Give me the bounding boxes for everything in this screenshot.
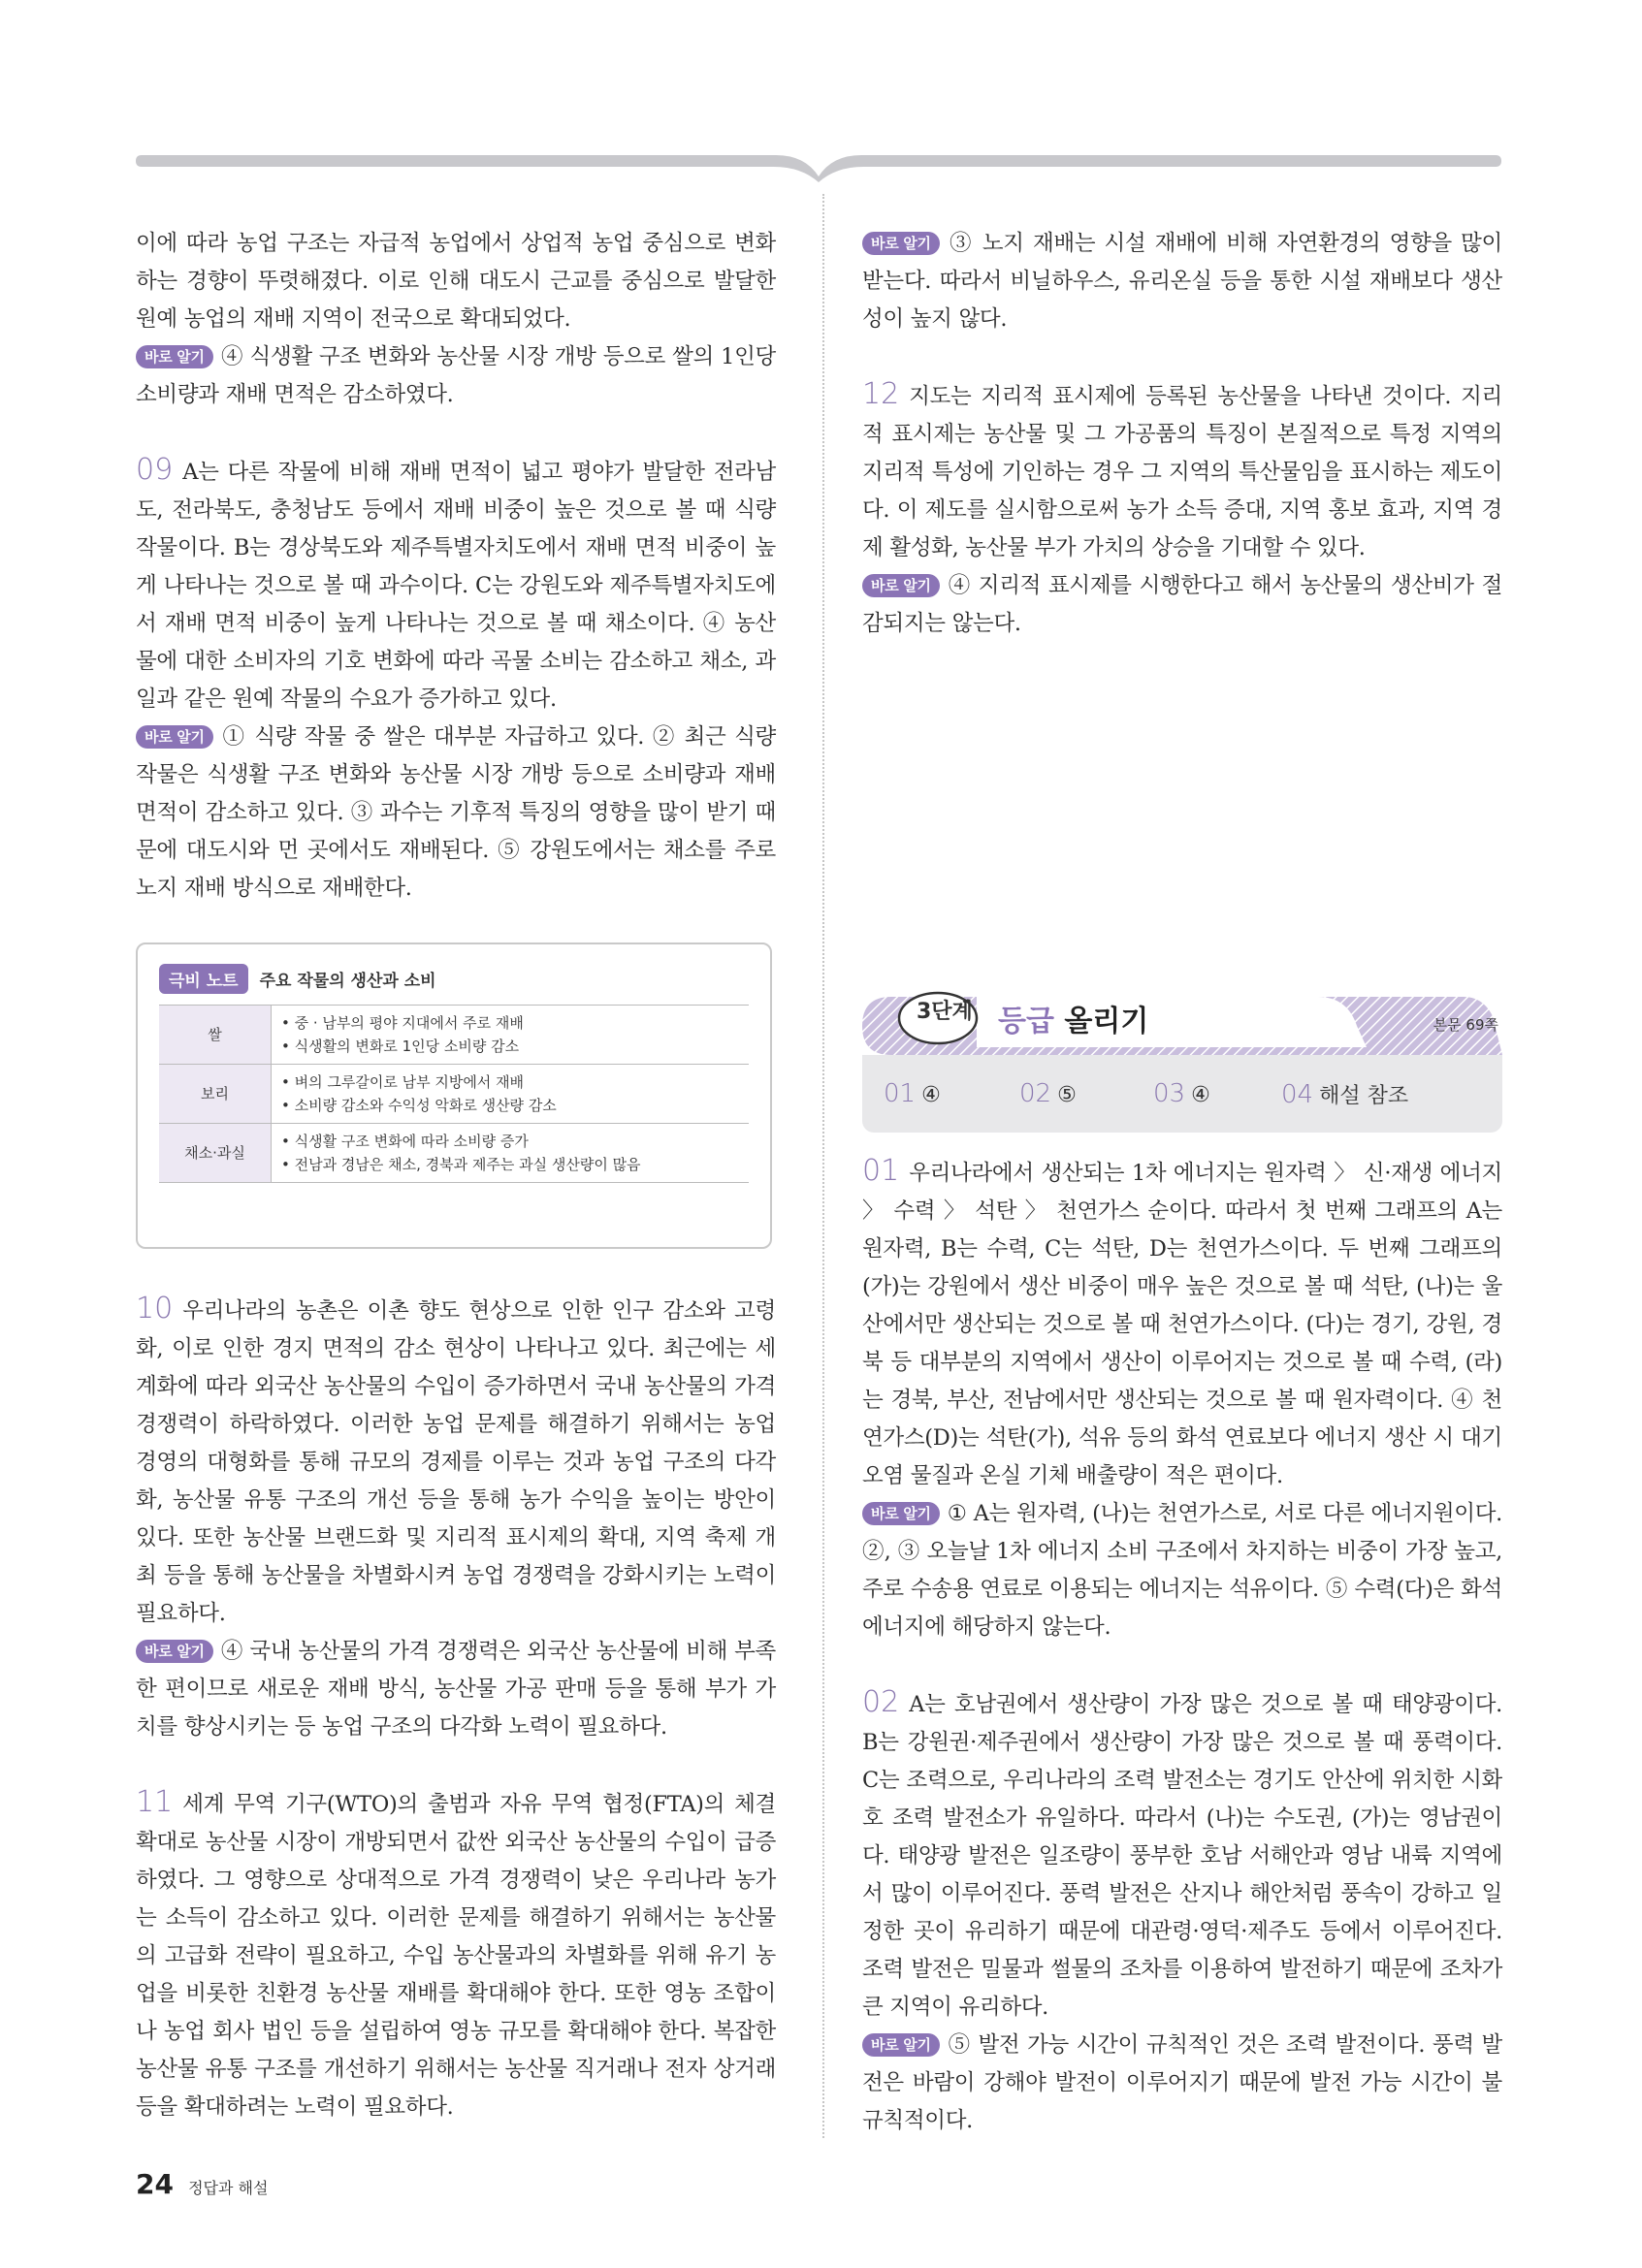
left-column [136, 225, 776, 908]
intro-check [136, 338, 776, 414]
detail-item: • 벼의 그루갈이로 남부 지방에서 재배 [281, 1070, 739, 1094]
level-title-accent: 등급 [998, 1005, 1054, 1038]
note-header [159, 964, 436, 994]
answer-item [884, 1079, 941, 1108]
crop-details [272, 1065, 750, 1124]
explanation-text: 우리나라에서 생산되는 1차 에너지는 원자력 〉 신·재생 에너지 〉 수력 〉 석탄 〉 천연가스 순이다. 따라서 첫 번째 그래프의 A는 원자력, B는 수력, C는 석탄, D는 천연가스이다. 두 번째 그래프의 (가)는 강원에서 생산 비중이 매우 높은 것으로 볼 때 석탄, (나)는 울산에서만 생산되는 것으로 볼 때 천연가스이다. (다)는 경기, 강원, 경북 등 대부분의 지역에서 생산이 이루어지는 것으로 볼 때 수력, (라)는 경북, 부산, 전남에서만 생산되는 것으로 볼 때 원자력이다. ④ 천연가스(D)는 석탄(가), 석유 등의 화석 연료보다 에너지 생산 시 대기 오염 물질과 온실 기체 배출량이 적은 편이다. [862, 1161, 1503, 1488]
right-column-lower [862, 1152, 1502, 2140]
question-number: 09 [136, 453, 174, 487]
level-title [998, 997, 1148, 1039]
top-check [862, 225, 1502, 338]
detail-item: • 전남과 경남은 채소, 경북과 제주는 과실 생산량이 많음 [281, 1153, 739, 1176]
answer-item [1153, 1079, 1210, 1108]
explanation-text: 지도는 지리적 표시제에 등록된 농산물을 나타낸 것이다. 지리적 표시제는 농산물 및 그 가공품의 특징이 본질적으로 특정 지역의 지리적 특성에 기인하는 경우 그 지역의 특산물임을 표시하는 제도이다. 이 제도를 실시함으로써 농가 소득 증대, 지역 홍보 효과, 지역 경제 활성화, 농산물 부가 가치의 상승을 기대할 수 있다. [862, 384, 1502, 560]
answer-value: ④ [1191, 1083, 1210, 1107]
intro-paragraph: 이에 따라 농업 구조는 자급적 농업에서 상업적 농업 중심으로 변화하는 경향이 뚜렷해졌다. 이로 인해 대도시 근교를 중심으로 발달한 원예 농업의 재배 지역이 전국으로 확대되었다. [136, 231, 776, 332]
answer-number: 01 [884, 1079, 917, 1108]
q10-check [136, 1633, 776, 1746]
page-footer [136, 2168, 268, 2200]
answer-item [1281, 1079, 1408, 1109]
question-number: 02 [862, 1685, 900, 1719]
level-title-rest: 올리기 [1053, 1005, 1149, 1038]
answer-number: 03 [1153, 1079, 1186, 1108]
crop-name: 채소·과실 [159, 1124, 272, 1183]
answer-value: 해설 참조 [1319, 1083, 1409, 1108]
check-text: ④ 식생활 구조 변화와 농산물 시장 개방 등으로 쌀의 1인당 소비량과 재배 면적은 감소하였다. [136, 344, 776, 407]
detail-item: • 중 · 남부의 평야 지대에서 주로 재배 [281, 1011, 739, 1035]
page-number: 24 [136, 2168, 174, 2200]
crop-details [272, 1006, 750, 1065]
explanation-text: 세계 무역 기구(WTO)의 출범과 자유 무역 협정(FTA)의 체결 확대로 농산물 시장이 개방되면서 값싼 외국산 농산물의 수입이 급증하였다. 그 영향으로 상대적으로 가격 경쟁력이 낮은 우리나라 농가는 소득이 감소하고 있다. 이러한 문제를 해결하기 위해서는 농산물의 고급화 전략이 필요하고, 수입 농산물과의 차별화를 위해 유기 농업을 비롯한 친환경 농산물 재배를 확대해야 한다. 또한 영농 조합이나 농업 회사 법인 등을 설립하여 영농 규모를 확대해야 한다. 복잡한 농산물 유통 구조를 개선하기 위해서는 농산물 직거래나 전자 상거래 등을 확대하려는 노력이 필요하다. [136, 1792, 776, 2120]
detail-item: • 식생활의 변화로 1인당 소비량 감소 [281, 1035, 739, 1058]
footer-label: 정답과 해설 [188, 2179, 269, 2197]
level-step-label: 3단계 [917, 1000, 973, 1024]
check-badge: 바로 알기 [136, 345, 213, 368]
question-10 [136, 1290, 776, 1633]
detail-item: • 소비량 감소와 수익성 악화로 생산량 감소 [281, 1094, 739, 1117]
answer-value: ④ [921, 1083, 941, 1107]
question-number: 01 [862, 1154, 900, 1188]
top-header-bar [136, 149, 1501, 182]
answer-key-bar [862, 1055, 1502, 1133]
answer-item [1019, 1079, 1077, 1108]
note-title: 주요 작물의 생산과 소비 [259, 972, 436, 991]
check-badge: 바로 알기 [862, 232, 940, 255]
crop-name: 보리 [159, 1065, 272, 1124]
q12-check [862, 567, 1502, 643]
question-12 [862, 375, 1502, 567]
check-badge: 바로 알기 [136, 725, 213, 749]
crop-table [159, 1005, 749, 1183]
check-text: ① A는 원자력, (나)는 천연가스로, 서로 다른 에너지원이다. ②, ③ 오늘날 1차 에너지 소비 구조에서 차지하는 비중이 가장 높고, 주로 수송용 연료로 이용되는 에너지는 석유이다. ⑤ 수력(다)은 화석 에너지에 해당하지 않는다. [862, 1501, 1502, 1640]
crop-details [272, 1124, 750, 1183]
table-row [159, 1124, 749, 1183]
check-text: ⑤ 발전 가능 시간이 규칙적인 것은 조력 발전이다. 풍력 발전은 바람이 강해야 발전이 이루어지기 때문에 발전 가능 시간이 불규칙적이다. [862, 2032, 1502, 2133]
check-badge: 바로 알기 [862, 2033, 940, 2057]
level-up-section-header [862, 987, 1502, 1133]
question-02 [862, 1683, 1502, 2027]
crop-name: 쌀 [159, 1006, 272, 1065]
explanation-text: A는 호남권에서 생산량이 가장 많은 것으로 볼 때 태양광이다. B는 강원권·제주권에서 생산량이 가장 많은 것으로 볼 때 풍력이다. C는 조력으로, 우리나라의 조력 발전소는 경기도 안산에 위치한 시화호 조력 발전소가 유일하다. 따라서 (나)는 수도권, (가)는 영남권이다. 태양광 발전은 일조량이 풍부한 호남 서해안과 영남 내륙 지역에서 많이 이루어진다. 풍력 발전은 산지나 해안처럼 풍속이 강하고 일정한 곳이 유리하기 때문에 대관령·영덕·제주도 등에서 이루어진다. 조력 발전은 밀물과 썰물의 조차를 이용하여 발전하기 때문에 조차가 큰 지역이 유리하다. [862, 1692, 1502, 2020]
table-row [159, 1065, 749, 1124]
table-row [159, 1006, 749, 1065]
left-column-lower [136, 1290, 776, 2126]
explanation-text: 우리나라의 농촌은 이촌 향도 현상으로 인한 인구 감소와 고령화, 이로 인한 경지 면적의 감소 현상이 나타나고 있다. 최근에는 세계화에 따라 외국산 농산물의 수입이 증가하면서 국내 농산물의 가격 경쟁력이 하락하였다. 이러한 농업 문제를 해결하기 위해서는 농업 경영의 대형화를 통해 규모의 경제를 이루는 것과 농업 구조의 다각화, 농산물 유통 구조의 개선 등을 통해 농가 수익을 높이는 방안이 있다. 또한 농산물 브랜드화 및 지리적 표시제의 확대, 지역 축제 개최 등을 통해 농산물을 차별화시켜 농업 경쟁력을 강화시키는 노력이 필요하다. [136, 1298, 776, 1626]
question-number: 12 [862, 377, 900, 411]
question-01 [862, 1152, 1502, 1495]
check-text: ① 식량 작물 중 쌀은 대부분 자급하고 있다. ② 최근 식량 작물은 식생활 구조 변화와 농산물 시장 개방 등으로 소비량과 재배 면적이 감소하고 있다. ③ 과수는 기후적 특징의 영향을 많이 받기 때문에 대도시와 먼 곳에서도 재배된다. ⑤ 강원도에서는 채소를 주로 노지 재배 방식으로 재배한다. [136, 724, 776, 901]
q02-check [862, 2027, 1502, 2140]
question-11 [136, 1783, 776, 2126]
check-text: ④ 지리적 표시제를 시행한다고 해서 농산물의 생산비가 절감되지는 않는다. [862, 573, 1502, 636]
q01-check [862, 1495, 1502, 1646]
column-divider [822, 194, 824, 2138]
study-note-box [136, 942, 772, 1249]
check-text: ③ 노지 재배는 시설 재배에 비해 자연환경의 영향을 많이 받는다. 따라서 비닐하우스, 유리온실 등을 통한 시설 재배보다 생산성이 높지 않다. [862, 231, 1502, 332]
q09-check [136, 719, 776, 908]
answer-number: 04 [1281, 1079, 1314, 1109]
answer-number: 02 [1019, 1079, 1052, 1108]
check-badge: 바로 알기 [862, 574, 940, 597]
check-badge: 바로 알기 [136, 1640, 213, 1663]
page-reference: 본문 69쪽 [1433, 1016, 1498, 1034]
question-number: 11 [136, 1785, 174, 1819]
explanation-text: A는 다른 작물에 비해 재배 면적이 넓고 평야가 발달한 전라남도, 전라북도, 충청남도 등에서 재배 비중이 높은 것으로 볼 때 식량 작물이다. B는 경상북도와 제주특별자치도에서 재배 면적 비중이 높게 나타나는 것으로 볼 때 과수이다. C는 강원도와 제주특별자치도에서 재배 면적 비중이 높게 나타나는 것으로 볼 때 채소이다. ④ 농산물에 대한 소비자의 기호 변화에 따라 곡물 소비는 감소하고 채소, 과일과 같은 원예 작물의 수요가 증가하고 있다. [136, 460, 776, 712]
check-badge: 바로 알기 [862, 1502, 940, 1525]
answer-value: ⑤ [1057, 1083, 1077, 1107]
question-09 [136, 451, 776, 719]
note-tag: 극비 노트 [159, 964, 248, 994]
check-text: ④ 국내 농산물의 가격 경쟁력은 외국산 농산물에 비해 부족한 편이므로 새로운 재배 방식, 농산물 가공 판매 등을 통해 부가 가치를 향상시키는 등 농업 구조의 다각화 노력이 필요하다. [136, 1639, 776, 1740]
right-column [862, 225, 1502, 643]
question-number: 10 [136, 1292, 174, 1326]
detail-item: • 식생활 구조 변화에 따라 소비량 증가 [281, 1130, 739, 1153]
